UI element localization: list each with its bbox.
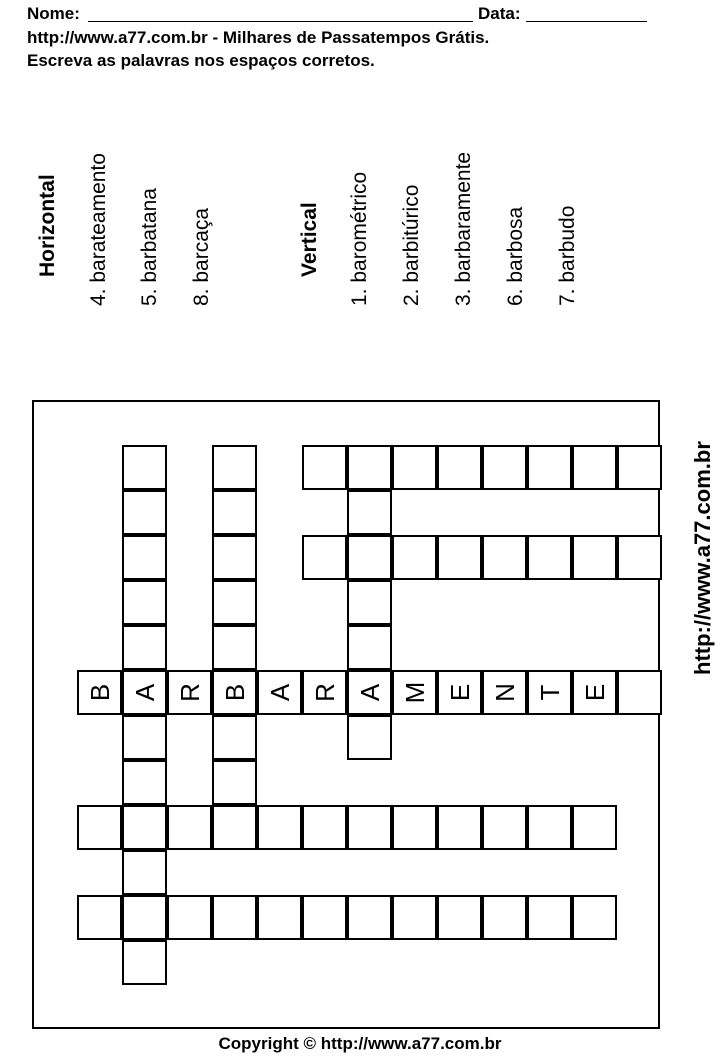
crossword-cell[interactable] [392,445,437,490]
crossword-cell[interactable] [122,895,167,940]
cell-letter: M [399,681,430,704]
cell-letter: T [534,684,565,701]
crossword-cell[interactable] [527,805,572,850]
vertical-clue-3: 3. barbaramente [452,151,475,306]
crossword-cell[interactable] [572,805,617,850]
cell-letter: E [444,683,475,702]
crossword-cell[interactable] [392,670,437,715]
crossword-cell[interactable] [167,670,212,715]
crossword-cell[interactable] [347,715,392,760]
crossword-cell[interactable] [122,445,167,490]
crossword-cell[interactable] [347,670,392,715]
crossword-cell[interactable] [212,895,257,940]
crossword-cell[interactable] [392,805,437,850]
crossword-cell[interactable] [482,805,527,850]
crossword-cell[interactable] [347,805,392,850]
crossword-cell[interactable] [572,670,617,715]
crossword-cell[interactable] [347,895,392,940]
vertical-clue-5: 7. barbudo [556,205,579,306]
crossword-cell[interactable] [482,895,527,940]
crossword-cell[interactable] [437,535,482,580]
cell-letter: E [579,683,610,702]
crossword-cell[interactable] [437,445,482,490]
horizontal-title: Horizontal [36,174,59,277]
crossword-cell[interactable] [212,580,257,625]
cell-letter: A [354,683,385,702]
vertical-clue-1: 1. barométrico [348,171,371,306]
horizontal-clue-1: 4. barateamento [87,153,110,306]
crossword-cell[interactable] [122,715,167,760]
crossword-cell[interactable] [212,535,257,580]
crossword-cell[interactable] [302,670,347,715]
crossword-cell[interactable] [347,445,392,490]
crossword-cell[interactable] [392,895,437,940]
crossword-cell[interactable] [257,805,302,850]
crossword-cell[interactable] [482,535,527,580]
crossword-cell[interactable] [122,940,167,985]
cell-letter: B [219,683,250,702]
crossword-cell[interactable] [482,445,527,490]
cell-letter: N [489,683,520,702]
name-blank-line[interactable] [88,21,473,22]
crossword-cell[interactable] [77,670,122,715]
cell-letter: B [84,683,115,702]
crossword-cell[interactable] [122,580,167,625]
site-line: http://www.a77.com.br - Milhares de Passatempos Grátis. [27,28,490,47]
crossword-cell[interactable] [527,670,572,715]
crossword-cell[interactable] [392,535,437,580]
horizontal-clue-3: 8. barcaça [190,207,213,306]
crossword-cell[interactable] [482,670,527,715]
crossword-cell[interactable] [122,850,167,895]
crossword-cell[interactable] [122,670,167,715]
crossword-cell[interactable] [572,895,617,940]
crossword-cell[interactable] [527,895,572,940]
crossword-cell[interactable] [617,670,662,715]
crossword-cell[interactable] [122,805,167,850]
vertical-title: Vertical [298,202,321,277]
side-url: http://www.a77.com.br [690,441,715,675]
crossword-cell[interactable] [167,895,212,940]
crossword-cell[interactable] [617,535,662,580]
vertical-clue-2: 2. barbitúrico [400,184,423,306]
horizontal-clue-2: 5. barbatana [138,188,161,306]
crossword-cell[interactable] [617,445,662,490]
crossword-cell[interactable] [212,670,257,715]
crossword-cell[interactable] [437,895,482,940]
cell-letter: A [129,683,160,702]
crossword-cell[interactable] [302,445,347,490]
crossword-cell[interactable] [257,670,302,715]
crossword-cell[interactable] [122,490,167,535]
crossword-cell[interactable] [572,535,617,580]
crossword-cell[interactable] [347,535,392,580]
vertical-clue-4: 6. barbosa [504,206,527,306]
crossword-cell[interactable] [122,535,167,580]
crossword-cell[interactable] [212,805,257,850]
crossword-cell[interactable] [212,445,257,490]
crossword-cell[interactable] [212,715,257,760]
crossword-cell[interactable] [302,535,347,580]
crossword-cell[interactable] [212,760,257,805]
crossword-cell[interactable] [572,445,617,490]
crossword-cell[interactable] [77,805,122,850]
crossword-cell[interactable] [212,490,257,535]
crossword-cell[interactable] [347,490,392,535]
crossword-cell[interactable] [302,895,347,940]
name-label: Nome: [27,4,80,23]
crossword-cell[interactable] [347,625,392,670]
crossword-cell[interactable] [437,670,482,715]
cell-letter: R [309,683,340,702]
copyright: Copyright © http://www.a77.com.br [218,1034,502,1053]
crossword-cell[interactable] [122,625,167,670]
crossword-cell[interactable] [167,805,212,850]
crossword-cell[interactable] [347,580,392,625]
cell-letter: R [174,683,205,702]
crossword-cell[interactable] [437,805,482,850]
crossword-cell[interactable] [122,760,167,805]
crossword-cell[interactable] [302,805,347,850]
crossword-cell[interactable] [257,895,302,940]
cell-letter: A [264,683,295,702]
instruction-text: Escreva as palavras nos espaços corretos. [27,51,375,70]
crossword-cell[interactable] [212,625,257,670]
crossword-cell[interactable] [527,445,572,490]
crossword-cell[interactable] [77,895,122,940]
date-blank-line[interactable] [526,21,647,22]
date-label: Data: [478,4,521,23]
crossword-cell[interactable] [527,535,572,580]
